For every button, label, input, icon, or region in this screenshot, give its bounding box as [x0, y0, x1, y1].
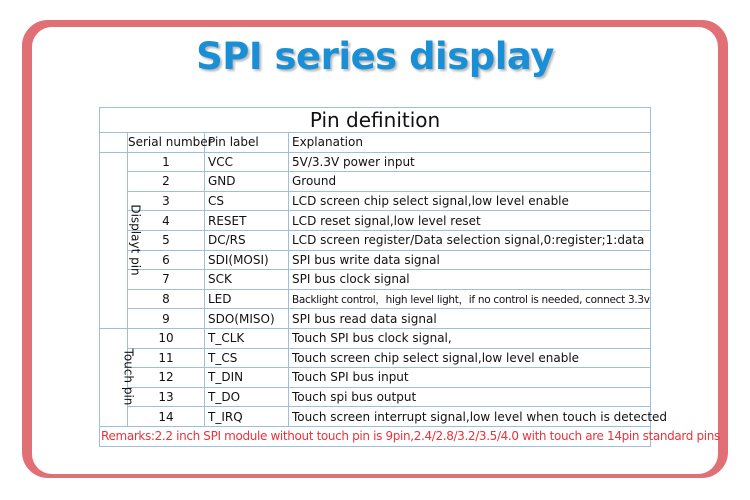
table-row — [100, 191, 651, 211]
cell-explanation: SPI bus clock signal — [289, 270, 651, 290]
cell-serial-number: 1 — [128, 152, 205, 172]
cell-pin-label: T_DO — [205, 387, 289, 407]
page-title: SPI series display — [196, 35, 554, 78]
cell-pin-label: T_IRQ — [205, 407, 289, 427]
pin-definition-table — [99, 107, 720, 447]
table-row — [100, 407, 651, 427]
cell-explanation: Touch screen interrupt signal,low level when touch is detected — [289, 407, 651, 427]
cell-serial-number: 11 — [128, 348, 205, 368]
table-caption-row — [100, 108, 651, 133]
remarks-text: Remarks:2.2 inch SPI module without touch pin is 9pin,2.4/2.8/3.2/3.5/4.0 with touch are 14pin standard pins — [100, 426, 651, 446]
cell-explanation: SPI bus write data signal — [289, 250, 651, 270]
cell-serial-number: 3 — [128, 191, 205, 211]
cell-serial-number: 4 — [128, 211, 205, 231]
cell-explanation: LCD screen chip select signal,low level enable — [289, 191, 651, 211]
cell-serial-number: 10 — [128, 328, 205, 348]
table-row — [100, 270, 651, 290]
cell-pin-label: T_CS — [205, 348, 289, 368]
table-row — [100, 328, 651, 348]
cell-explanation: Ground — [289, 172, 651, 192]
cell-explanation: Touch spi bus output — [289, 387, 651, 407]
table-row — [100, 387, 651, 407]
cell-explanation: 5V/3.3V power input — [289, 152, 651, 172]
table-row — [100, 152, 651, 172]
cell-serial-number: 12 — [128, 368, 205, 388]
cell-pin-label: CS — [205, 191, 289, 211]
group-touch-label: Touch pin — [121, 349, 136, 406]
group-touch-pin — [100, 328, 136, 426]
cell-serial-number: 7 — [128, 270, 205, 290]
cell-explanation: LCD reset signal,low level reset — [289, 211, 651, 231]
header-pin-label: Pin label — [205, 133, 289, 153]
cell-pin-label: LED — [205, 289, 289, 309]
cell-serial-number: 9 — [128, 309, 205, 329]
cell-pin-label: T_DIN — [205, 368, 289, 388]
cell-pin-label: GND — [205, 172, 289, 192]
cell-serial-number: 5 — [128, 230, 205, 250]
remarks-row — [100, 426, 651, 446]
cell-pin-label: VCC — [205, 152, 289, 172]
header-empty-cell — [100, 133, 128, 153]
cell-explanation: SPI bus read data signal — [289, 309, 651, 329]
cell-serial-number: 8 — [128, 289, 205, 309]
cell-explanation: Touch screen chip select signal,low level enable — [289, 348, 651, 368]
table-row — [100, 289, 651, 309]
cell-explanation: Touch SPI bus input — [289, 368, 651, 388]
table-row — [100, 309, 651, 329]
cell-explanation: Backlight control，high level light，if no control is needed, connect 3.3v — [289, 289, 651, 309]
table-row — [100, 172, 651, 192]
cell-serial-number: 6 — [128, 250, 205, 270]
cell-pin-label: SDO(MISO) — [205, 309, 289, 329]
cell-serial-number: 14 — [128, 407, 205, 427]
table-header-row — [100, 133, 651, 153]
table-caption: Pin definition — [100, 108, 651, 133]
cell-explanation: Touch SPI bus clock signal, — [289, 328, 651, 348]
table-row — [100, 211, 651, 231]
table-row — [100, 250, 651, 270]
group-display-label: Displayt pin — [128, 204, 143, 276]
cell-pin-label: DC/RS — [205, 230, 289, 250]
header-explanation: Explanation — [289, 133, 651, 153]
table-row — [100, 348, 651, 368]
cell-serial-number: 13 — [128, 387, 205, 407]
cell-pin-label: T_CLK — [205, 328, 289, 348]
group-display-pin — [100, 152, 143, 328]
header-serial-number: Serial number — [128, 133, 205, 153]
cell-explanation: LCD screen register/Data selection signal,0:register;1:data — [289, 230, 651, 250]
cell-pin-label: SDI(MOSI) — [205, 250, 289, 270]
table-row — [100, 230, 651, 250]
cell-pin-label: RESET — [205, 211, 289, 231]
cell-serial-number: 2 — [128, 172, 205, 192]
table-row — [100, 368, 651, 388]
cell-pin-label: SCK — [205, 270, 289, 290]
